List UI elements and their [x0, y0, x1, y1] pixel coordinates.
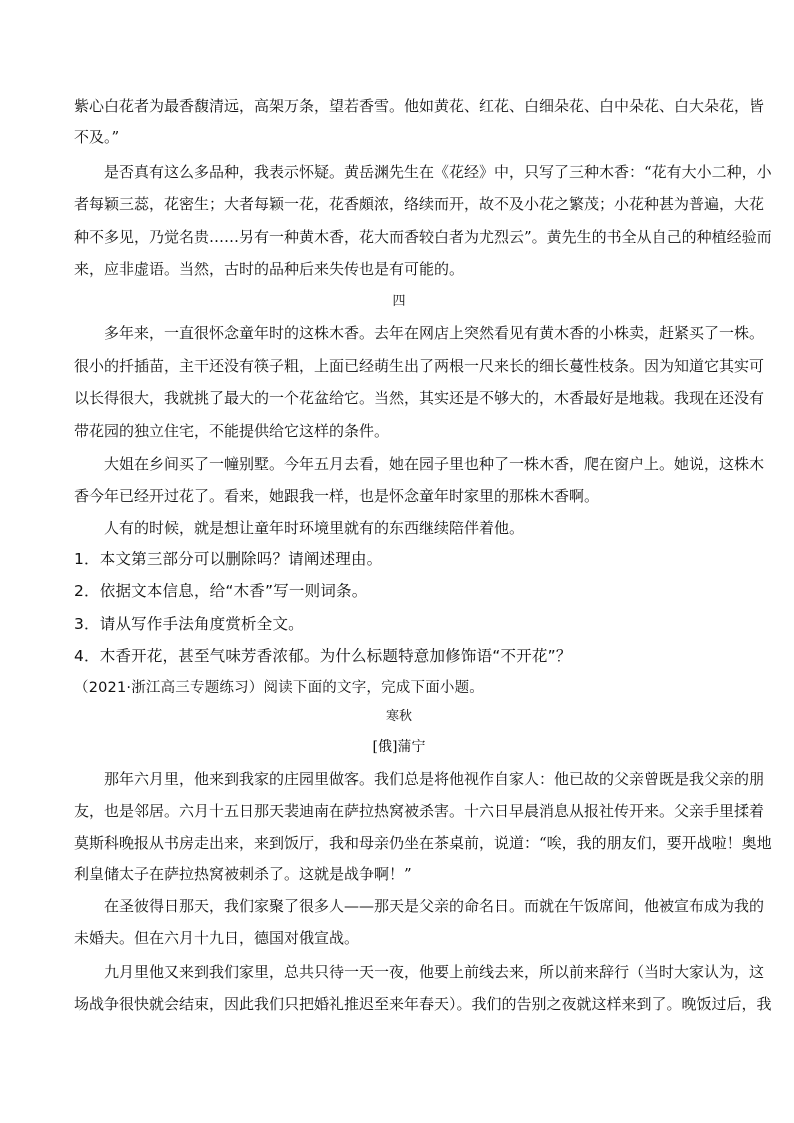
paragraph-line: 以长得很大，我就挑了最大的一个花盆给它。当然，其实还是不够大的，木香最好是地栽。我现在还没有	[74, 389, 765, 407]
question-2: 2．依据文本信息，给“木香”写一则词条。	[74, 582, 368, 600]
question-1: 1．本文第三部分可以删除吗？请阐述理由。	[74, 550, 383, 568]
paragraph-line: 利皇储太子在萨拉热窝被刺杀了。这就是战争啊！”	[74, 865, 412, 883]
paragraph-line: 莫斯科晚报从书房走出来，来到饭厅，我和母亲仍坐在茶桌前，说道：“唉，我的朋友们，要开战啦！奥地	[74, 834, 772, 852]
exercise-intro: （2021·浙江高三专题练习）阅读下面的文字，完成下面小题。	[74, 680, 485, 696]
paragraph-line: 来，应非虚语。当然，古时的品种后来失传也是有可能的。	[74, 260, 465, 278]
paragraph-line: 香今年已经开过花了。看来，她跟我一样，也是怀念童年时家里的那株木香啊。	[74, 487, 600, 505]
paragraph-line: 紫心白花者为最香馥清远，高架万条，望若香雪。他如黄花、红花、白细朵花、白中朵花、白大朵花，皆	[74, 97, 765, 115]
story-author: [俄]蒲宁	[372, 739, 426, 755]
paragraph-line: 者每颖三蕊，花密生；大者每颖一花，花香頗浓，络续而开，故不及小花之繁茂；小花种甚为普遍，大花	[74, 195, 765, 213]
paragraph-line: 人有的时候，就是想让童年时环境里就有的东西继续陪伴着他。	[104, 519, 525, 537]
paragraph-line: 那年六月里，他来到我家的庄园里做客。我们总是将他视作自家人：他已故的父亲曾既是我父亲的朋	[104, 770, 765, 788]
question-4: 4．木香开花，甚至气味芳香浓郁。为什么标题特意加修饰语“不开花”？	[74, 647, 572, 665]
paragraph-line: 多年来，一直很怀念童年时的这株木香。去年在网店上突然看见有黄木香的小株卖，赶紧买了一株。	[104, 324, 765, 342]
paragraph-line: 很小的扦插苗，主干还没有筷子粗，上面已经萌生出了两根一尺来长的细长蔓性枝条。因为知道它其实可	[74, 357, 765, 375]
paragraph-line: 大姐在乡间买了一幢别墅。今年五月去看，她在园子里也种了一株木香，爬在窗户上。她说，这株木	[104, 455, 765, 473]
story-title: 寒秋	[385, 709, 412, 724]
question-3: 3．请从写作手法角度赏析全文。	[74, 615, 304, 633]
paragraph-line: 场战争很快就会结束，因此我们只把婚礼推迟至来年春天）。我们的告别之夜就这样来到了。晚饭过后，我	[74, 995, 772, 1013]
paragraph-line: 种不多见，乃觉名贵……另有一种黄木香，花大而香较白者为尤烈云”。黄先生的书全从自己的种植经验而	[74, 228, 772, 246]
paragraph-line: 带花园的独立住宅，不能提供给它这样的条件。	[74, 422, 390, 440]
paragraph-line: 不及。”	[74, 128, 120, 146]
paragraph-line: 在圣彼得日那天，我们家聚了很多人——那天是父亲的命名日。而就在午饭席间，他被宣布成为我的	[104, 897, 765, 915]
paragraph-line: 九月里他又来到我们家里，总共只待一天一夜，他要上前线去来，所以前来辞行（当时大家认为，这	[104, 963, 765, 981]
paragraph-line: 友，也是邻居。六月十五日那天裴迪南在萨拉热窝被杀害。十六日早晨消息从报社传开来。父亲手里揉着	[74, 802, 765, 820]
section-number: 四	[392, 294, 406, 309]
paragraph-line: 未婚夫。但在六月十九日，德国对俄宣战。	[74, 929, 360, 947]
paragraph-line: 是否真有这么多品种，我表示怀疑。黄岳渊先生在《花经》中，只写了三种木香：“花有大小二种，小	[104, 163, 772, 181]
